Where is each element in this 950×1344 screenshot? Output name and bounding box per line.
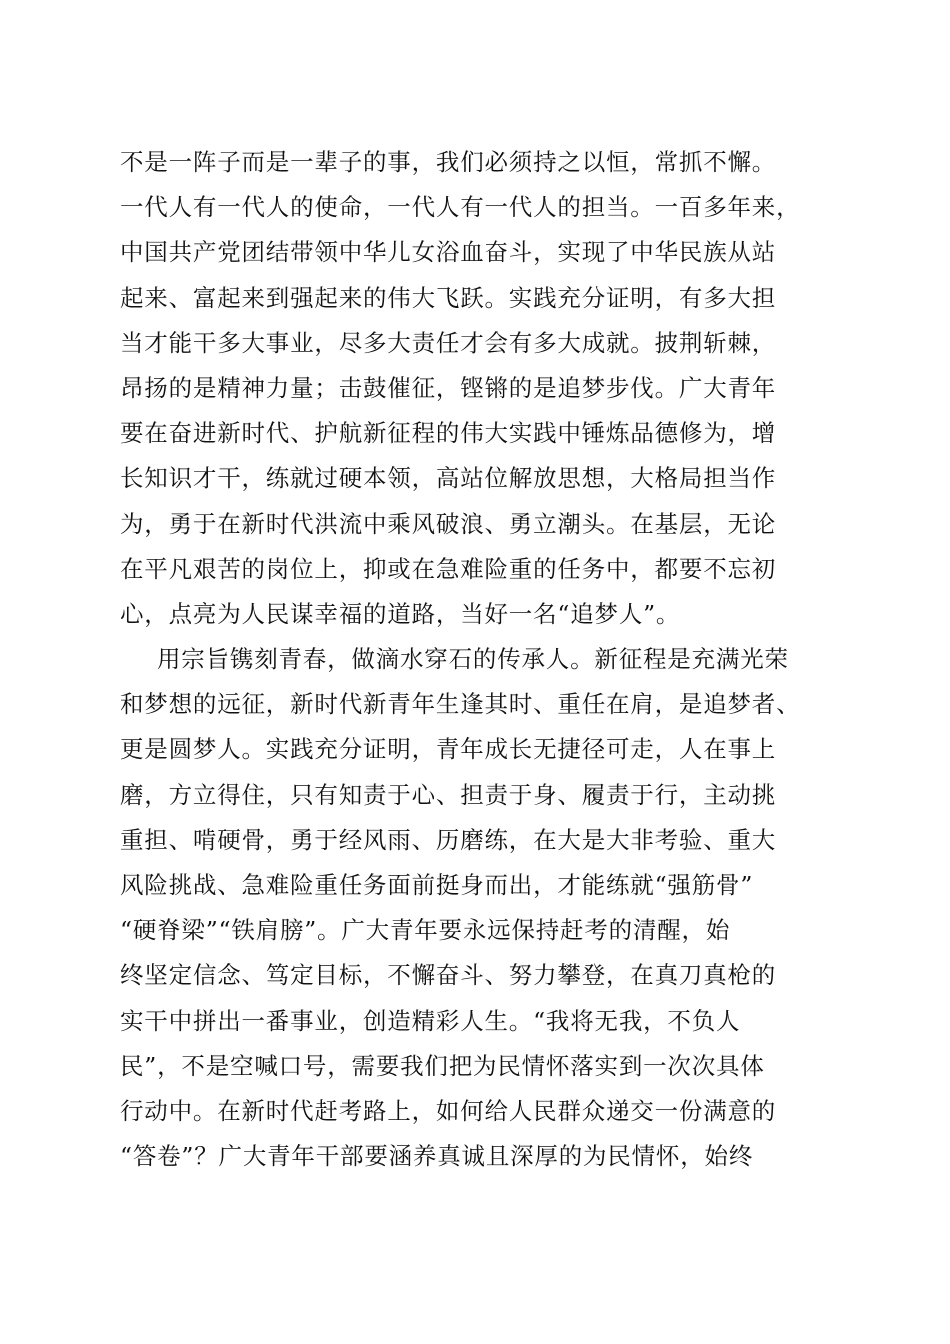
text-line: 昂扬的是精神力量；击鼓催征，铿锵的是追梦步伐。广大青年 bbox=[120, 373, 777, 402]
text-line: 磨，方立得住，只有知责于心、担责于身、履责于行，主动挑 bbox=[120, 780, 777, 809]
text-line: 更是圆梦人。实践充分证明，青年成长无捷径可走，人在事上 bbox=[120, 735, 777, 764]
body-text bbox=[120, 140, 840, 1179]
text-line: 在平凡艰苦的岗位上，抑或在急难险重的任务中，都要不忘初 bbox=[120, 554, 777, 583]
text-line: 风险挑战、急难险重任务面前挺身而出，才能练就“强筋骨” bbox=[120, 871, 754, 899]
text-line: 为，勇于在新时代洪流中乘风破浪、勇立潮头。在基层，无论 bbox=[120, 509, 777, 538]
text-line: 和梦想的远征，新时代新青年生逢其时、重任在肩，是追梦者、 bbox=[120, 690, 801, 719]
text-line: 心，点亮为人民谋幸福的道路，当好一名“追梦人”。 bbox=[120, 599, 681, 628]
text-line: 中国共产党团结带领中华儿女浴血奋斗，实现了中华民族从站 bbox=[120, 238, 777, 267]
text-line: 民”，不是空喊口号，需要我们把为民情怀落实到一次次具体 bbox=[120, 1051, 765, 1080]
text-line: “硬脊梁”“铁肩膀”。广大青年要永远保持赶考的清醒，始 bbox=[120, 916, 731, 945]
text-line: 长知识才干，练就过硬本领，高站位解放思想，大格局担当作 bbox=[120, 464, 777, 493]
text-line: 一代人有一代人的使命，一代人有一代人的担当。一百多年来， bbox=[120, 193, 801, 222]
text-line: 重担、啃硬骨，勇于经风雨、历磨练，在大是大非考验、重大 bbox=[120, 825, 777, 854]
text-line: 要在奋进新时代、护航新征程的伟大实践中锤炼品德修为，增 bbox=[120, 419, 777, 448]
text-line: 实干中拼出一番事业，创造精彩人生。“我将无我，不负人 bbox=[120, 1006, 741, 1035]
text-line: 终坚定信念、笃定目标，不懈奋斗、努力攀登，在真刀真枪的 bbox=[120, 961, 777, 990]
text-line: 当才能干多大事业，尽多大责任才会有多大成就。披荆斩棘， bbox=[120, 328, 777, 357]
text-line: 起来、富起来到强起来的伟大飞跃。实践充分证明，有多大担 bbox=[120, 283, 777, 312]
paragraph-start-line: 用宗旨镌刻青春，做滴水穿石的传承人。新征程是充满光荣 bbox=[157, 645, 789, 674]
text-line: 行动中。在新时代赶考路上，如何给人民群众递交一份满意的 bbox=[120, 1096, 777, 1125]
text-line: “答卷”？广大青年干部要涵养真诚且深厚的为民情怀，始终 bbox=[120, 1142, 754, 1171]
text-line: 不是一阵子而是一辈子的事，我们必须持之以恒，常抓不懈。 bbox=[120, 148, 777, 176]
